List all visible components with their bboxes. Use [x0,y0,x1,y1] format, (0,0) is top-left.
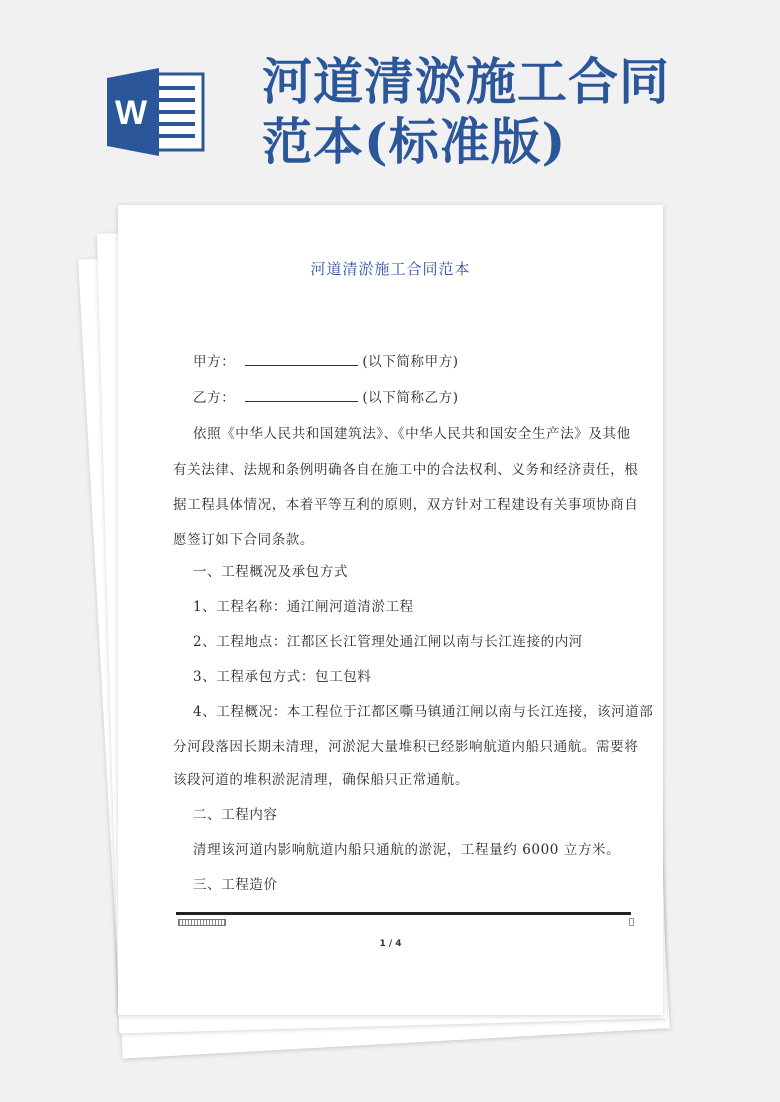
paragraph-line: 据工程具体情况，本着平等互利的原则，双方针对工程建设有关事项协商自 [173,497,639,513]
footer-right-mark [629,918,634,926]
party-a-label: 甲方： [193,354,236,370]
word-icon-letter: W [114,94,148,132]
party-b-label: 乙方： [193,390,236,406]
page-number: 1 / 4 [379,939,402,949]
party-a-suffix: (以下简称甲方) [362,354,459,370]
title-line-2: 范本(标准版) [262,112,567,171]
word-doc-icon [107,68,207,156]
list-item: 1、工程名称：通江闸河道清淤工程 [193,599,414,615]
footer-rule [176,912,631,915]
page-title [262,52,762,172]
section-heading: 三、工程造价 [193,877,278,893]
list-item: 4、工程概况：本工程位于江都区嘶马镇通江闸以南与长江连接，该河道部 [193,704,654,720]
paragraph-line: 清理该河道内影响航道内船只通航的淤泥，工程量约 6000 立方米。 [193,842,621,858]
section-heading: 二、工程内容 [193,807,278,823]
paragraph-line: 依照《中华人民共和国建筑法》、《中华人民共和国安全生产法》及其他 [193,426,631,442]
paragraph-line: 愿签订如下合同条款。 [173,532,314,548]
party-a-line [193,350,459,370]
title-line-1: 河道清淤施工合同 [262,52,670,111]
document-title: 河道清淤施工合同范本 [310,260,471,278]
footer-small-mark [178,919,226,926]
list-item: 2、工程地点：江都区长江管理处通江闸以南与长江连接的内河 [193,634,583,650]
paragraph-line: 该段河道的堆积淤泥清理，确保船只正常通航。 [173,772,470,788]
list-item: 3、工程承包方式：包工包料 [193,669,372,685]
section-heading: 一、工程概况及承包方式 [193,564,349,580]
paragraph-line: 分河段落因长期未清理，河淤泥大量堆积已经影响航道内船只通航。需要将 [173,739,639,755]
party-b-blank [245,389,358,402]
party-b-suffix: (以下简称乙方) [362,390,459,406]
party-b-line [193,386,459,406]
party-a-blank [245,353,358,366]
document-page [118,205,663,1015]
paragraph-line: 有关法律、法规和条例明确各自在施工中的合法权利、义务和经济责任，根 [173,462,639,478]
